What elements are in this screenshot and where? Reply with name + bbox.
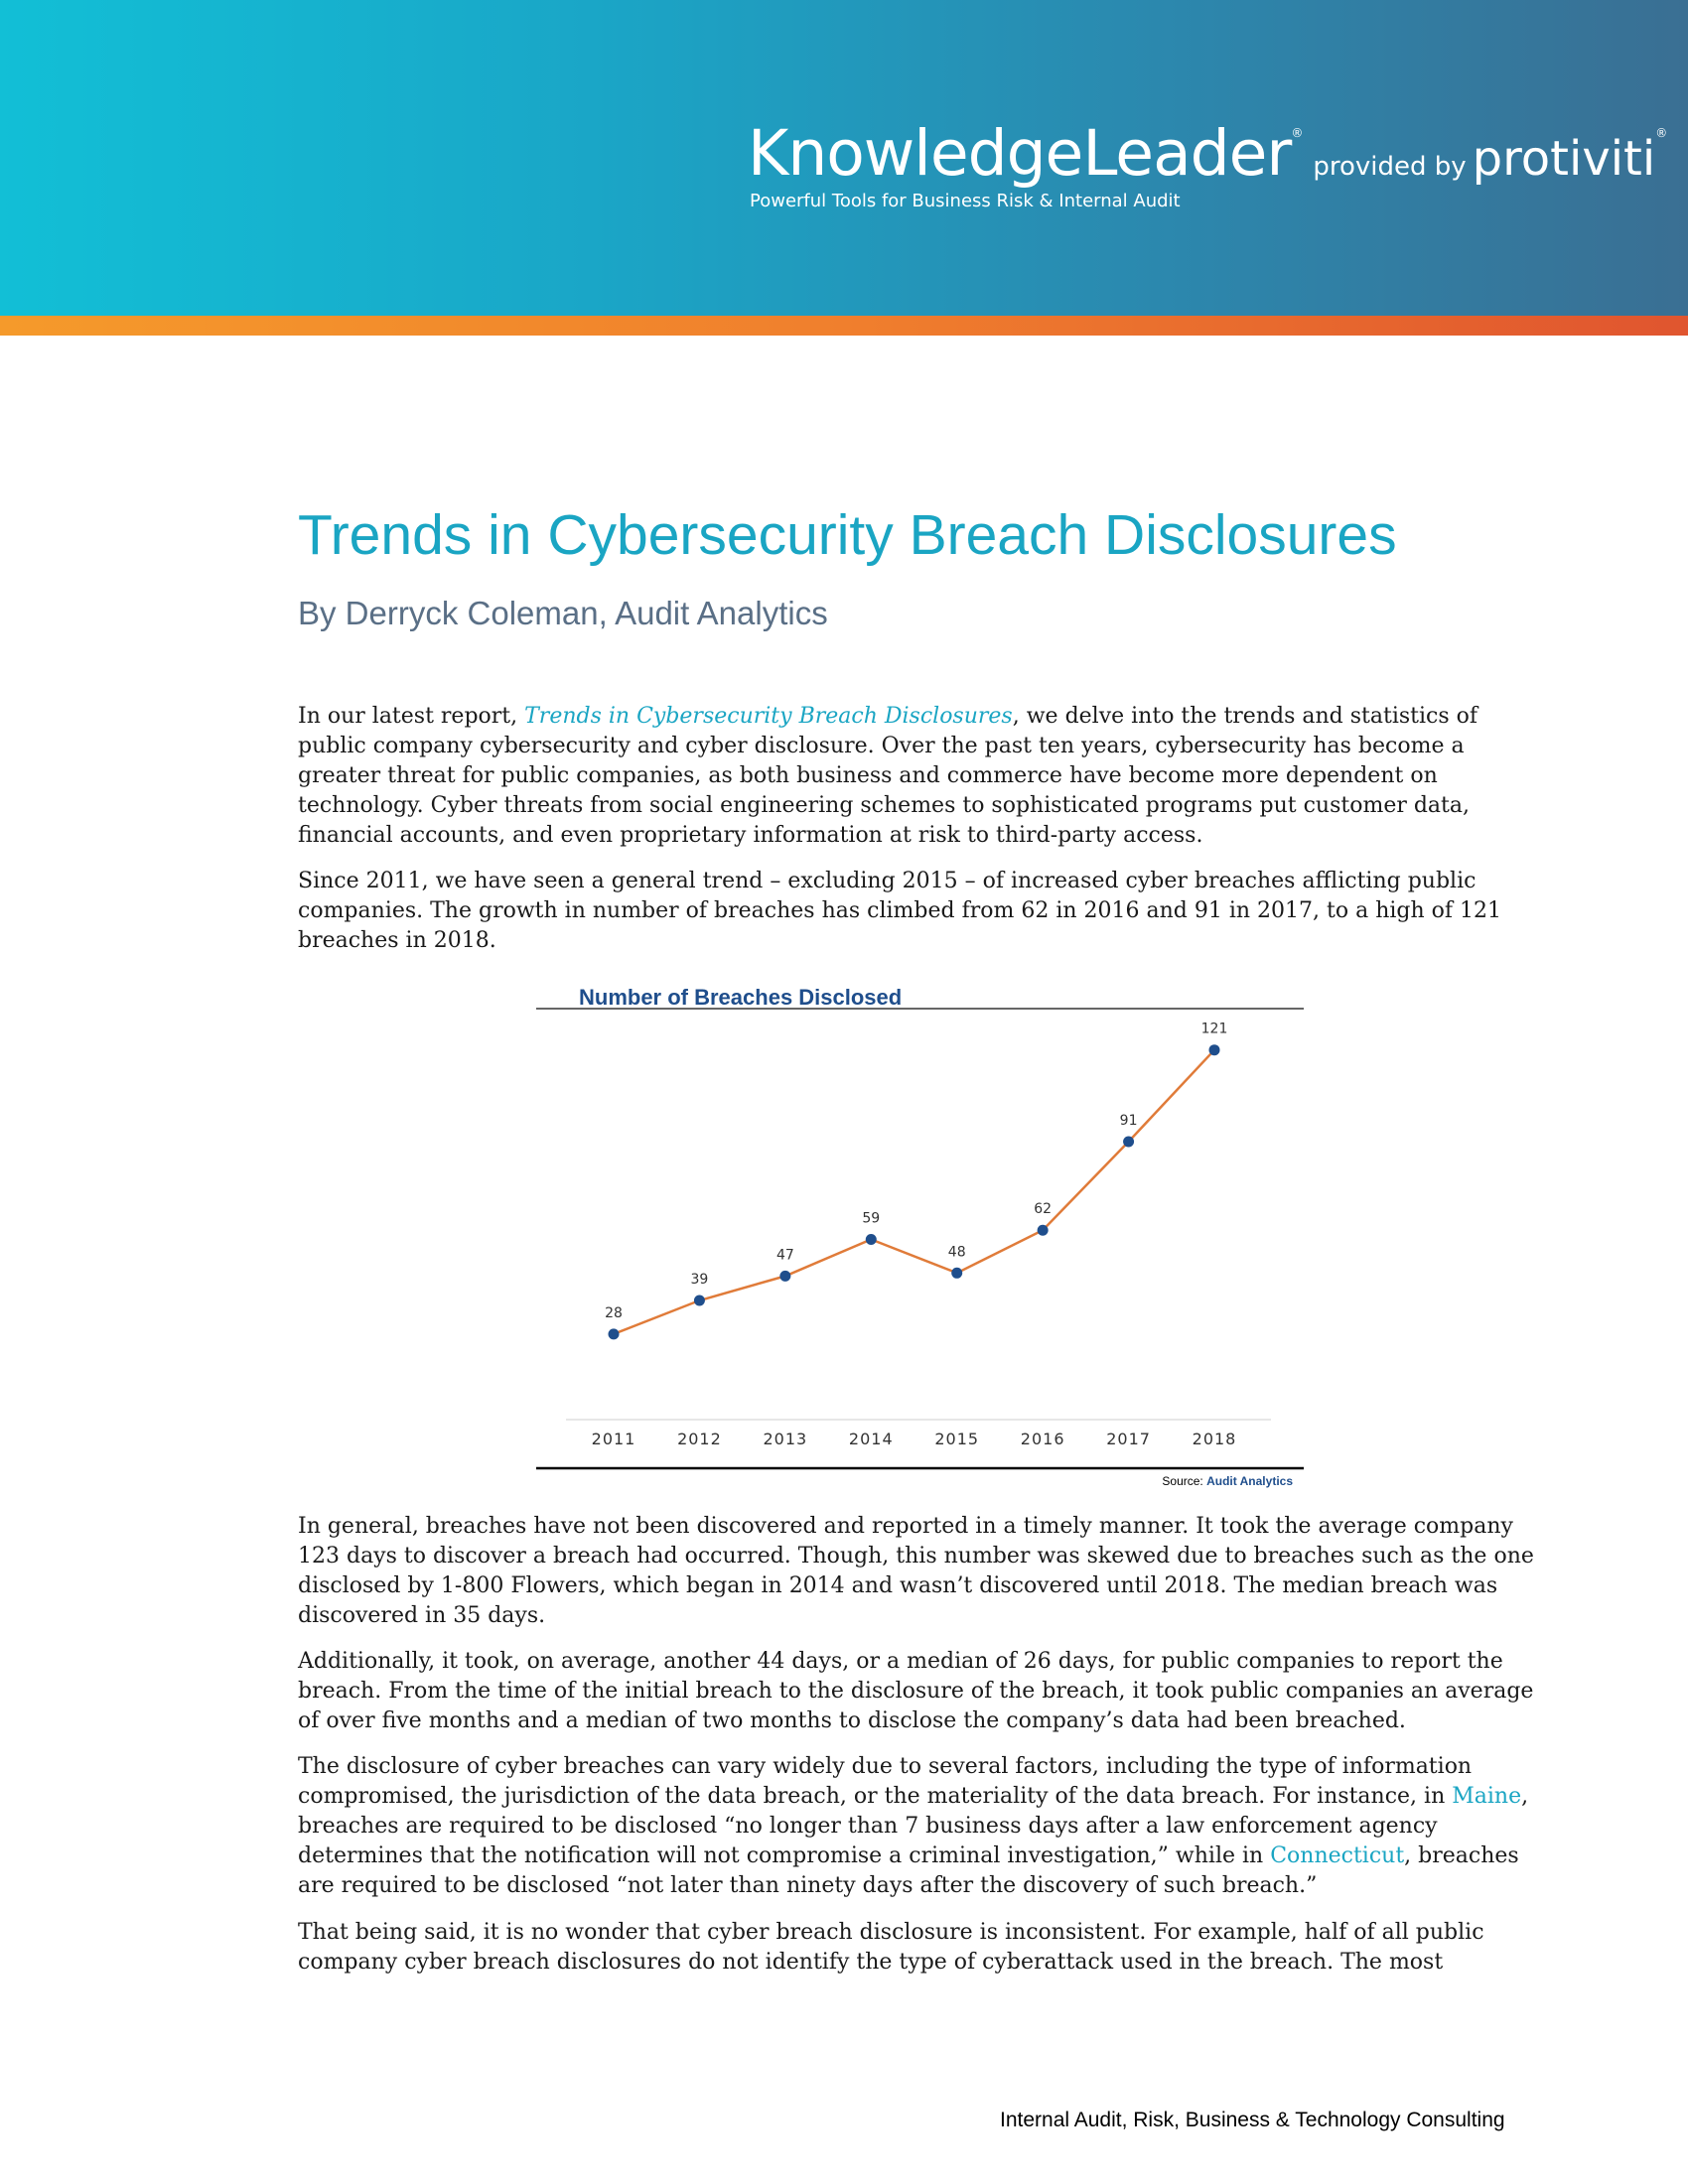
brand-logo <box>748 117 1667 190</box>
chart-source <box>1162 1474 1293 1488</box>
data-label-2011: 28 <box>605 1304 623 1321</box>
x-tick-2018: 2018 <box>1192 1430 1237 1448</box>
data-point-2016 <box>1038 1225 1049 1236</box>
intro-text-after: , we delve into the trends and statistics of public company cybersecurity and cyber disclosure. Over the past ten years, cybersecurity has become a greater threat for public companies, as both business and commerce have become more dependent on technology. Cyber threats from social engineering schemes to sophisticated programs put customer data, financial accounts, and even proprietary information at risk to third-party access. <box>298 704 1478 848</box>
paragraph-trend: Since 2011, we have seen a general trend – excluding 2015 – of increased cyber breaches afflicting public companies. The growth in number of breaches has climbed from 62 in 2016 and 91 in 2017, to a high of 121 breaches in 2018. <box>298 869 1502 953</box>
data-point-2017 <box>1123 1137 1134 1148</box>
brand-registered-mark: ® <box>1291 126 1304 140</box>
data-point-2014 <box>866 1234 877 1245</box>
disclosure-text-before: The disclosure of cyber breaches can vary widely due to several factors, including the type of information compromised, the jurisdiction of the data breach, or the materiality of the data breach. For instance, in <box>298 1754 1473 1809</box>
data-point-2011 <box>609 1328 620 1339</box>
report-link[interactable]: Trends in Cybersecurity Breach Disclosures <box>524 704 1013 729</box>
x-tick-2012: 2012 <box>677 1430 722 1448</box>
x-tick-2016: 2016 <box>1020 1430 1065 1448</box>
paragraph-inconsistency: That being said, it is no wonder that cyber breach disclosure is inconsistent. For example, half of all public company cyber breach disclosures do not identify the type of cyberattack used in the breach. The most <box>298 1920 1484 1975</box>
data-point-2013 <box>779 1271 790 1282</box>
x-tick-2017: 2017 <box>1106 1430 1151 1448</box>
x-tick-2015: 2015 <box>934 1430 980 1448</box>
brand-tagline: Powerful Tools for Business Risk & Internal Audit <box>750 191 1181 211</box>
data-label-2018: 121 <box>1200 1021 1228 1037</box>
intro-text-before: In our latest report, <box>298 704 525 729</box>
data-label-2014: 59 <box>862 1210 881 1227</box>
chart-title: Number of Breaches Disclosed <box>579 985 903 1010</box>
data-point-2015 <box>951 1268 962 1279</box>
x-tick-2013: 2013 <box>763 1430 808 1448</box>
chart-source-name: Audit Analytics <box>1206 1474 1293 1488</box>
page-footer: Internal Audit, Risk, Business & Technology Consulting <box>1000 2109 1505 2131</box>
provided-by-label: provided by <box>1313 152 1467 182</box>
data-label-2013: 47 <box>775 1247 794 1264</box>
data-label-2012: 39 <box>690 1272 709 1288</box>
connecticut-link[interactable]: Connecticut <box>1270 1843 1405 1868</box>
paragraph-reporting: Additionally, it took, on average, another 44 days, or a median of 26 days, for public companies to report the breach. From the time of the initial breach to the disclosure of the breach, it took public companies an average of over five months and a median of two months to disclose the company’s data had been breached. <box>298 1649 1534 1733</box>
maine-link[interactable]: Maine <box>1452 1784 1522 1809</box>
paragraph-intro <box>298 702 1541 851</box>
chart-source-label: Source: <box>1162 1474 1207 1488</box>
x-tick-2011: 2011 <box>591 1430 636 1448</box>
disclosure-text-after: , breaches are required to be disclosed “not later than ninety days after the discovery of such breach.” <box>298 1843 1519 1898</box>
article-byline: By Derryck Coleman, Audit Analytics <box>298 595 828 631</box>
data-label-2016: 62 <box>1034 1201 1053 1218</box>
x-tick-2014: 2014 <box>848 1430 894 1448</box>
paragraph-disclosure-factors <box>298 1752 1541 1901</box>
brand-name: KnowledgeLeader <box>748 117 1292 190</box>
paragraph-discovery: In general, breaches have not been discovered and reported in a timely manner. It took the average company 123 days to discover a breach had occurred. Though, this number was skewed due to breaches such as the one disclosed by 1-800 Flowers, which began in 2014 and wasn’t discovered until 2018. The median breach was discovered in 35 days. <box>298 1514 1534 1628</box>
data-point-2012 <box>694 1296 705 1306</box>
header-accent-stripe <box>0 316 1688 336</box>
data-label-2017: 91 <box>1119 1113 1138 1129</box>
company-registered-mark: ® <box>1655 126 1668 140</box>
article-title: Trends in Cybersecurity Breach Disclosures <box>298 503 1397 567</box>
data-label-2015: 48 <box>947 1244 966 1261</box>
breaches-line-chart <box>536 978 1307 1489</box>
series-line <box>614 1050 1214 1334</box>
company-logo-text: protiviti <box>1472 131 1656 187</box>
disclosure-text-middle: , breaches are required to be disclosed “no longer than 7 business days after a law enforcement agency determines that the notification will not compromise a criminal investigation,” while in <box>298 1784 1529 1868</box>
data-point-2018 <box>1209 1044 1220 1055</box>
